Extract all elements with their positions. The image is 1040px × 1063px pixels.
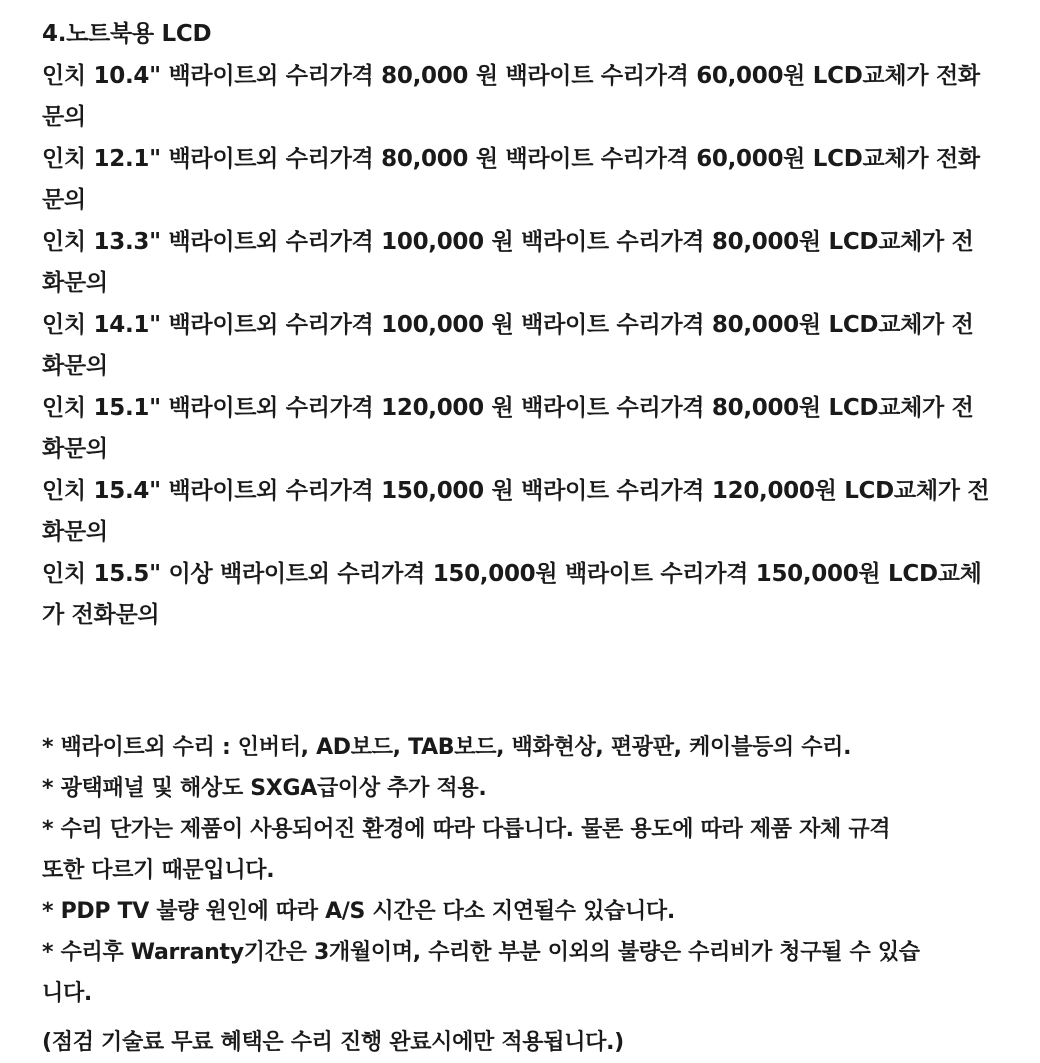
price-line: 화문의	[42, 519, 108, 545]
price-line: 인치 14.1" 백라이트외 수리가격 100,000 원 백라이트 수리가격 80,000원 LCD교체가 전	[42, 311, 974, 338]
notes-list	[42, 727, 1027, 1014]
price-line: 인치 10.4" 백라이트외 수리가격 80,000 원 백라이트 수리가격 60,000원 LCD교체가 전화	[42, 62, 980, 89]
price-line: 인치 12.1" 백라이트외 수리가격 80,000 원 백라이트 수리가격 60,000원 LCD교체가 전화	[42, 145, 980, 172]
price-line: 문의	[42, 187, 86, 213]
price-line: 인치 15.4" 백라이트외 수리가격 150,000 원 백라이트 수리가격 120,000원 LCD교체가 전	[42, 477, 990, 504]
price-list	[42, 14, 1027, 637]
section-heading: 4.노트북용 LCD	[42, 21, 212, 47]
price-line: 화문의	[42, 436, 108, 462]
price-line: 문의	[42, 104, 86, 130]
cutoff-note-line: (점검 기술료 무료 혜택은 수리 진행 완료시에만 적용됩니다.)	[42, 1030, 624, 1055]
price-line: 인치 13.3" 백라이트외 수리가격 100,000 원 백라이트 수리가격 80,000원 LCD교체가 전	[42, 228, 974, 255]
price-line: 가 전화문의	[42, 602, 160, 628]
price-line: 인치 15.1" 백라이트외 수리가격 120,000 원 백라이트 수리가격 80,000원 LCD교체가 전	[42, 394, 974, 421]
note-line: * 수리 단가는 제품이 사용되어진 환경에 따라 다릅니다. 물론 용도에 따라 제품 자체 규격	[42, 817, 891, 842]
price-line: 화문의	[42, 353, 108, 379]
price-line: 화문의	[42, 270, 108, 296]
note-line: 니다.	[42, 981, 92, 1006]
note-line: * 광택패널 및 해상도 SXGA급이상 추가 적용.	[42, 776, 487, 801]
note-line: * PDP TV 불량 원인에 따라 A/S 시간은 다소 지연될수 있습니다.	[42, 899, 675, 924]
note-line: 또한 다르기 때문입니다.	[42, 858, 275, 883]
note-line: * 수리후 Warranty기간은 3개월이며, 수리한 부분 이외의 불량은 수리비가 청구될 수 있습	[42, 940, 920, 965]
price-line: 인치 15.5" 이상 백라이트외 수리가격 150,000원 백라이트 수리가격 150,000원 LCD교체	[42, 560, 982, 587]
note-line: * 백라이트외 수리 : 인버터, AD보드, TAB보드, 백화현상, 편광판, 케이블등의 수리.	[42, 735, 852, 760]
